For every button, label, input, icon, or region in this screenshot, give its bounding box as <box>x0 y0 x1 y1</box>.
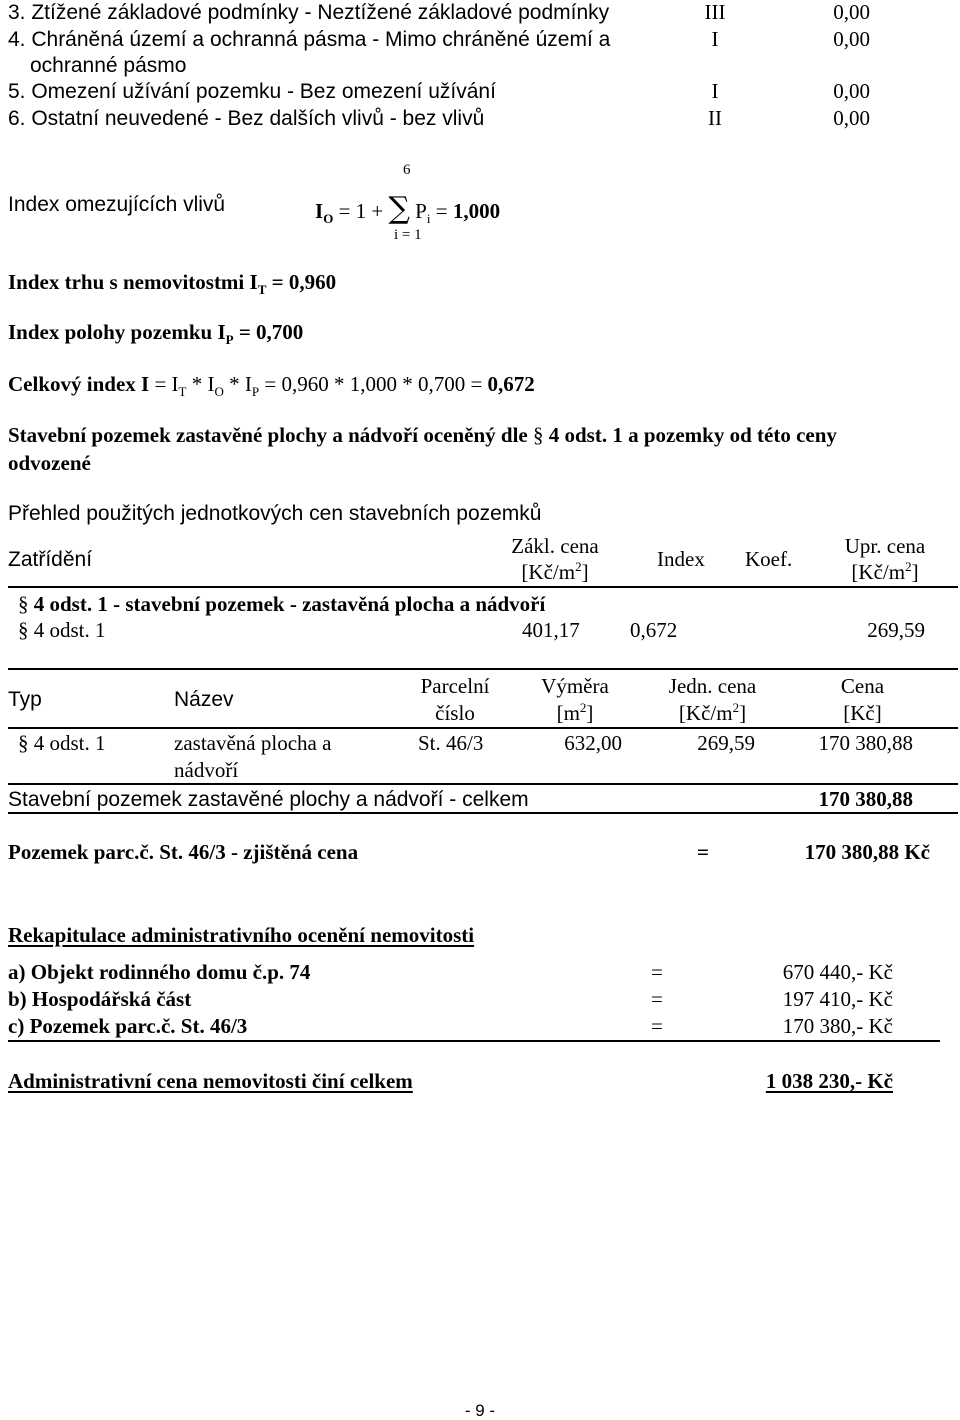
paragraph-icon: § <box>18 592 29 616</box>
index-o-p-subscript: i <box>426 211 431 227</box>
land-row-typ <box>18 733 106 754</box>
price-row-label: 4 odst. 1 <box>33 618 106 642</box>
price-row-zakl: 401,17 <box>522 618 580 642</box>
condition-4-value: 0,00 <box>833 27 870 51</box>
paragraph-icon: § <box>18 731 29 755</box>
index-o-subscript: O <box>323 211 334 227</box>
index-t-line <box>8 270 337 298</box>
index-p-value: = 0,700 <box>233 320 304 344</box>
condition-6-label: 6. Ostatní neuvedené - Bez dalších vlivů - bez vlivů <box>8 107 485 130</box>
total-index-label: Celkový index I <box>8 372 150 396</box>
price-row-type <box>18 620 106 641</box>
condition-4-class: I <box>711 27 719 51</box>
col-koef: Koef. <box>745 547 793 571</box>
condition-3-class: III <box>704 0 726 24</box>
land-header-divider <box>8 727 958 729</box>
condition-4-label-cont: ochranné pásmo <box>30 54 187 77</box>
land-row-cena: 170 380,88 <box>818 731 913 755</box>
index-t-value: = 0,960 <box>266 270 337 294</box>
price-row-upr: 269,59 <box>867 618 925 642</box>
sum-sigma-icon: ∑ <box>388 191 410 226</box>
total-index-eq: = I <box>149 372 179 396</box>
index-o-eq2: = <box>430 199 453 223</box>
total-index-mid1: * I <box>186 372 215 396</box>
price-header-divider <box>8 586 958 588</box>
land-total-value: 170 380,88 <box>818 787 913 811</box>
condition-6-class: II <box>708 106 722 130</box>
col-zakl-unit-text: [Kč/m <box>521 560 576 584</box>
col-upr-unit-text: [Kč/m <box>851 560 906 584</box>
land-table-top-border <box>8 668 958 670</box>
condition-3-label: 3. Ztížené základové podmínky - Neztížené základové podmínky <box>8 1 610 24</box>
land-row-typ-text: 4 odst. 1 <box>33 731 106 755</box>
col-upr-unit: $[Kč/m^2]$ <box>851 559 919 584</box>
pozemek-result-eq: = <box>697 840 709 864</box>
total-index-sub-p: P <box>251 384 260 400</box>
condition-5-label: 5. Omezení užívání pozemku - Bez omezení užívání <box>8 80 496 103</box>
index-o-eq1: = 1 + <box>333 199 389 223</box>
index-p-label: Index polohy pozemku I <box>8 320 226 344</box>
paragraph-icon: § <box>18 618 29 642</box>
land-col-cena: Cena <box>840 674 885 698</box>
recap-item-c-eq: = <box>651 1014 663 1038</box>
land-row-vymera: 632,00 <box>564 731 622 755</box>
land-col-nazev: Název <box>174 688 234 711</box>
total-index-result: 0,672 <box>487 372 535 396</box>
index-p-line <box>8 320 304 348</box>
index-o-result: 1,000 <box>452 199 501 223</box>
col-zatrideni: Zatřídění <box>8 548 93 571</box>
land-col-jedn-unit: $[Kč/m^2]$ <box>678 700 747 725</box>
index-p-subscript: P <box>225 332 234 348</box>
condition-5-value: 0,00 <box>833 79 870 103</box>
recap-item-c-label: c) Pozemek parc.č. St. 46/3 <box>8 1014 248 1038</box>
total-index-mid2: * I <box>223 372 252 396</box>
recap-total-label: Administrativní cena nemovitosti činí celkem <box>8 1069 413 1093</box>
price-row-index: 0,672 <box>630 618 678 642</box>
col-zakl-unit: $[Kč/m^2]$ <box>521 559 589 584</box>
section-heading-text-rest: 4 odst. 1 a pozemky od této ceny <box>548 423 837 447</box>
recap-title: Rekapitulace administrativního ocenění nemovitosti <box>8 923 475 947</box>
index-o-symbol: I <box>315 199 324 223</box>
total-index-line <box>8 372 535 400</box>
recap-item-a-eq: = <box>651 960 663 984</box>
pozemek-result-value: 170 380,88 Kč <box>804 840 930 864</box>
land-col-jedn: Jedn. cena <box>668 674 757 698</box>
land-total-label: Stavební pozemek zastavěné plochy a nádvoří - celkem <box>8 788 529 811</box>
section-heading-line1 <box>8 425 837 446</box>
page-number: - 9 - <box>464 1401 496 1420</box>
total-index-sub-t: T <box>178 384 187 400</box>
condition-3-value: 0,00 <box>833 0 870 24</box>
land-row-parcela: St. 46/3 <box>418 731 484 755</box>
land-row-nazev2: nádvoří <box>174 758 239 782</box>
total-index-calc: = 0,960 * 1,000 * 0,700 = <box>259 372 488 396</box>
land-col-parcelni: Parcelní <box>420 674 490 698</box>
price-group-label: 4 odst. 1 - stavební pozemek - zastavěná plocha a nádvoří <box>33 592 546 616</box>
recap-divider <box>8 1040 940 1042</box>
index-o-formula <box>315 191 501 227</box>
condition-6-value: 0,00 <box>833 106 870 130</box>
land-col-jedn-unit-text: [Kč/m <box>678 701 733 725</box>
condition-4-label: 4. Chráněná území a ochranná pásma - Mimo chráněné území a <box>8 28 611 51</box>
index-t-label: Index trhu s nemovitostmi I <box>8 270 258 294</box>
pozemek-result-label: Pozemek parc.č. St. 46/3 - zjištěná cena <box>8 840 359 864</box>
land-row-divider <box>8 783 958 785</box>
land-total-divider <box>8 812 958 814</box>
price-group-row <box>18 594 545 615</box>
col-upr-cena: Upr. cena <box>844 534 926 558</box>
land-row-nazev1: zastavěná plocha a <box>174 731 332 755</box>
land-col-cena-unit: [Kč] <box>843 701 882 725</box>
land-col-vymera: Výměra <box>541 674 609 698</box>
condition-5-class: I <box>711 79 719 103</box>
index-o-p: P <box>409 199 427 223</box>
section-heading-text: Stavební pozemek zastavěné plochy a nádvoří oceněný dle <box>8 423 528 447</box>
col-zakl-cena: Zákl. cena <box>511 534 599 558</box>
recap-item-b-eq: = <box>651 987 663 1011</box>
land-col-vymera-unit-text: [m <box>556 701 580 725</box>
recap-item-b-label: b) Hospodářská část <box>8 987 192 1011</box>
sum-upper-limit: 6 <box>403 162 411 178</box>
land-col-vymera-unit: $[m^2]$ <box>556 700 594 725</box>
section-heading-line2: odvozené <box>8 451 91 475</box>
land-col-cislo: číslo <box>435 701 475 725</box>
recap-item-b-value: 197 410,- Kč <box>782 987 893 1011</box>
recap-total-value: 1 038 230,- Kč <box>765 1069 893 1093</box>
total-index-sub-o: O <box>214 384 224 400</box>
index-o-label: Index omezujících vlivů <box>8 193 226 216</box>
sum-lower-limit: i = 1 <box>394 227 422 243</box>
recap-item-a-value: 670 440,- Kč <box>782 960 893 984</box>
col-index: Index <box>657 547 705 571</box>
index-t-subscript: T <box>257 282 267 298</box>
price-overview-title: Přehled použitých jednotkových cen stavebních pozemků <box>8 502 542 525</box>
land-row-jedn: 269,59 <box>697 731 755 755</box>
land-col-typ: Typ <box>8 688 42 711</box>
recap-item-a-label: a) Objekt rodinného domu č.p. 74 <box>8 960 311 984</box>
recap-item-c-value: 170 380,- Kč <box>782 1014 893 1038</box>
paragraph-icon: § <box>533 423 544 447</box>
